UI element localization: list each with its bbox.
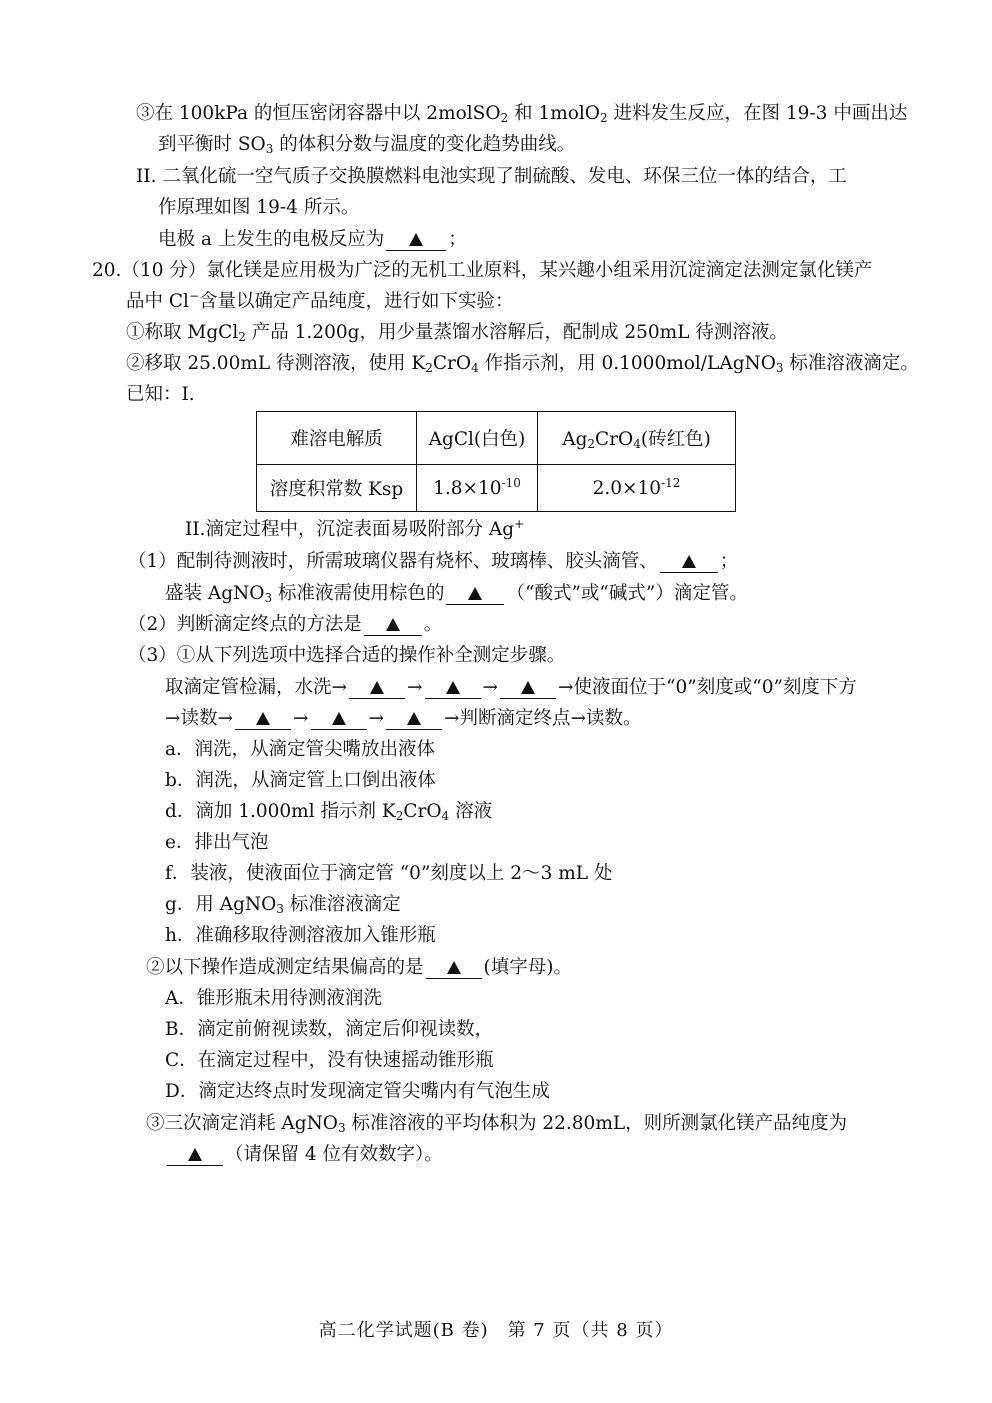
- answer-blank[interactable]: [311, 709, 367, 730]
- q20-sub3-heading: （3）①从下列选项中选择合适的操作补全测定步骤。: [128, 645, 566, 666]
- ksp-table: [256, 411, 736, 512]
- option-e: e．排出气泡: [165, 832, 269, 853]
- answer-blank[interactable]: [386, 230, 446, 251]
- q20-sub3-sequence-line2: →读数→ → → →判断滴定终点→读数。: [165, 708, 642, 729]
- answer-blank[interactable]: [446, 584, 504, 605]
- option-g: g．用 AgNO$_3$ 标准溶液滴定: [165, 894, 401, 916]
- q20-note-ii: II.滴定过程中，沉淀表面易吸附部分 Ag+: [185, 517, 525, 540]
- answer-blank[interactable]: [500, 678, 556, 699]
- answer-blank[interactable]: [660, 552, 718, 573]
- option-f: f．装液，使液面位于滴定管 “0”刻度以上 2～3 mL 处: [165, 863, 613, 884]
- table-row-label-ksp: 溶度积常数 Ksp: [257, 465, 417, 512]
- answer-blank[interactable]: [426, 958, 482, 979]
- q19-electrode-question: 电极 a 上发生的电极反应为 ；: [158, 229, 467, 250]
- triangle-icon: [370, 681, 384, 694]
- triangle-icon: [446, 681, 460, 694]
- q19-part-ii-line1: II. 二氧化硫一空气质子交换膜燃料电池实现了制硫酸、发电、环保三位一体的结合，工: [136, 166, 847, 187]
- q20-sub3-sequence-line1: 取滴定管检漏，水洗→ → → →使液面位于“0”刻度或“0”刻度下方: [165, 677, 857, 698]
- choice-a: A．锥形瓶未用待测液润洗: [165, 988, 382, 1009]
- table-cell-ag2cro4-ksp: $2.0\times 10^{-12}$: [538, 465, 736, 512]
- triangle-icon: [409, 233, 423, 246]
- triangle-icon: [386, 618, 400, 631]
- q20-step1: ①称取 MgCl$_2$ 产品 1.200g，用少量蒸馏水溶解后，配制成 250mL 待测溶液。: [126, 322, 788, 344]
- table-header-agcl: AgCl(白色): [417, 412, 538, 465]
- triangle-icon: [447, 961, 461, 974]
- triangle-icon: [468, 587, 482, 600]
- option-b: b．润洗，从滴定管上口倒出液体: [165, 770, 436, 791]
- q20-step2: ②移取 25.00mL 待测溶液，使用 $K_2CrO_4$ 作指示剂，用 0.1000mol/LAgNO$_3$ 标准溶液滴定。: [126, 353, 919, 375]
- triangle-icon: [188, 1148, 202, 1161]
- q19-part3-line2: 到平衡时 $SO_3$ 的体积分数与温度的变化趋势曲线。: [158, 134, 576, 156]
- answer-blank[interactable]: [425, 678, 481, 699]
- answer-blank[interactable]: [349, 678, 405, 699]
- q20-sub3-part2: ②以下操作造成测定结果偏高的是 (填字母)。: [146, 957, 572, 978]
- answer-blank[interactable]: [167, 1145, 223, 1166]
- q20-sub3-part3-line1: ③三次滴定消耗 AgNO$_3$ 标准溶液的平均体积为 22.80mL，则所测氯化镁产品纯度为: [146, 1113, 848, 1135]
- triangle-icon: [682, 555, 696, 568]
- q20-known-label: 已知：I.: [126, 384, 195, 405]
- q20-sub1-line2: 盛装 AgNO$_3$ 标准液需使用棕色的 （“酸式”或“碱式”）滴定管。: [165, 583, 748, 605]
- triangle-icon: [521, 681, 535, 694]
- choice-c: C．在滴定过程中，没有快速摇动锥形瓶: [165, 1050, 494, 1071]
- q20-sub2: （2）判断滴定终点的方法是 。: [128, 614, 443, 635]
- q20-heading-line1: 20.（10 分）氯化镁是应用极为广泛的无机工业原料，某兴趣小组采用沉淀滴定法测定氯化镁产: [92, 260, 873, 281]
- table-cell-agcl-ksp: $1.8\times 10^{-10}$: [417, 465, 538, 512]
- answer-blank[interactable]: [364, 615, 422, 636]
- triangle-icon: [256, 712, 270, 725]
- triangle-icon: [407, 712, 421, 725]
- q19-part3-line1: ③在 100kPa 的恒压密闭容器中以 2molSO$_2$ 和 1molO$_2$ 进料发生反应，在图 19-3 中画出达: [136, 103, 908, 125]
- answer-blank[interactable]: [235, 709, 291, 730]
- triangle-icon: [332, 712, 346, 725]
- q20-heading-line2: 品中 Cl−含量以确定产品纯度，进行如下实验：: [126, 289, 514, 312]
- option-a: a．润洗，从滴定管尖嘴放出液体: [165, 739, 436, 760]
- table-header-electrolyte: 难溶电解质: [257, 412, 417, 465]
- choice-d: D．滴定达终点时发现滴定管尖嘴内有气泡生成: [165, 1081, 550, 1102]
- q20-sub3-part3-line2: （请保留 4 位有效数字）。: [165, 1143, 443, 1167]
- q20-sub1-line1: （1）配制待测液时，所需玻璃仪器有烧杯、玻璃棒、胶头滴管、 ；: [128, 551, 739, 572]
- option-d: d．滴加 1.000ml 指示剂 $K_2CrO_4$ 溶液: [165, 801, 493, 823]
- choice-b: B．滴定前俯视读数，滴定后仰视读数，: [165, 1019, 494, 1040]
- page-footer: 高二化学试题(B 卷) 第 7 页（共 8 页）: [318, 1320, 674, 1341]
- table-header-ag2cro4: $Ag_2CrO_4$(砖红色): [538, 412, 736, 465]
- answer-blank[interactable]: [386, 709, 442, 730]
- option-h: h．准确移取待测溶液加入锥形瓶: [165, 925, 436, 946]
- q19-part-ii-line2: 作原理如图 19-4 所示。: [158, 197, 360, 218]
